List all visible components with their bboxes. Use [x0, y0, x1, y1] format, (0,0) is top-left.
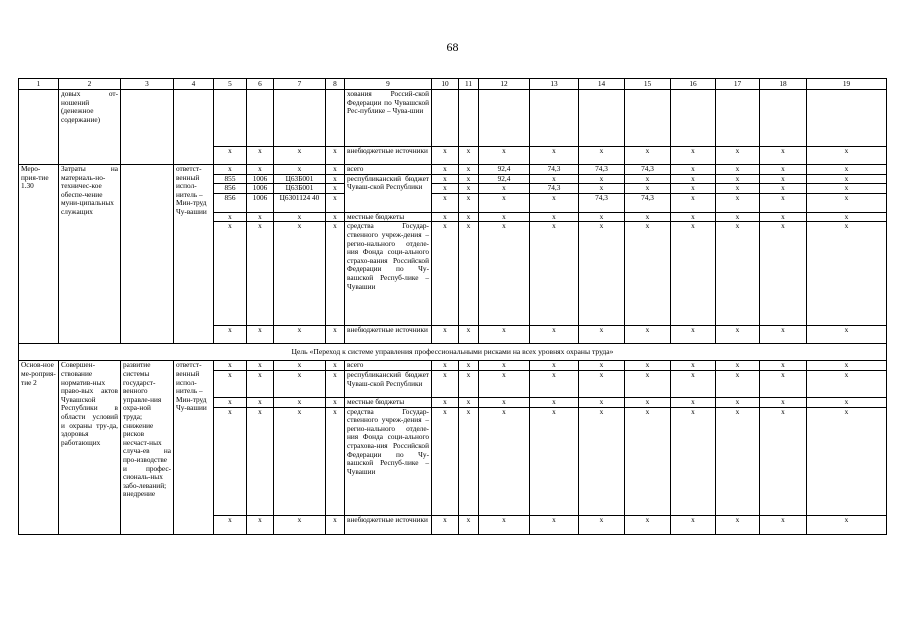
- col-header: 10: [432, 79, 459, 90]
- cell: x: [530, 361, 579, 371]
- cell: x: [214, 407, 247, 515]
- cell: x: [716, 165, 760, 175]
- cell: x: [274, 147, 326, 165]
- col-header: 8: [326, 79, 345, 90]
- cell: x: [807, 193, 887, 212]
- cell: x: [579, 222, 625, 326]
- cell: x: [760, 515, 807, 534]
- cell: x: [716, 407, 760, 515]
- cell: x: [326, 407, 345, 515]
- cell: x: [807, 397, 887, 407]
- cell-executor: ответст-венный испол-нитель – Мин-труд Чу-вашии: [174, 165, 214, 344]
- cell: x: [479, 212, 530, 222]
- cell: x: [716, 370, 760, 397]
- cell: x: [432, 165, 459, 175]
- col-header: 2: [59, 79, 121, 90]
- cell: x: [432, 407, 459, 515]
- cell: x: [459, 147, 479, 165]
- col-header: 16: [671, 79, 716, 90]
- cell: [274, 90, 326, 147]
- cell: x: [432, 174, 459, 184]
- cell: x: [625, 147, 671, 165]
- cell: x: [247, 212, 274, 222]
- col-header: 14: [579, 79, 625, 90]
- cell: x: [625, 174, 671, 184]
- cell: x: [807, 212, 887, 222]
- cell: [432, 90, 459, 147]
- col-header: 12: [479, 79, 530, 90]
- cell: x: [671, 397, 716, 407]
- budget-table: [18, 78, 887, 535]
- cell: x: [807, 407, 887, 515]
- cell: x: [479, 147, 530, 165]
- cell: x: [579, 515, 625, 534]
- cell: x: [274, 212, 326, 222]
- cell: x: [459, 174, 479, 184]
- cell: x: [671, 222, 716, 326]
- cell: x: [807, 184, 887, 194]
- cell: x: [625, 212, 671, 222]
- cell-event: Меро-прия-тие 1.30: [19, 165, 59, 344]
- cell-value: 92,4: [479, 165, 530, 175]
- header-row: [19, 79, 887, 90]
- cell: x: [326, 515, 345, 534]
- cell: x: [530, 397, 579, 407]
- cell: x: [716, 397, 760, 407]
- cell: x: [760, 397, 807, 407]
- cell: x: [479, 515, 530, 534]
- cell: [807, 90, 887, 147]
- cell: x: [671, 174, 716, 184]
- cell: [530, 90, 579, 147]
- cell: x: [530, 212, 579, 222]
- cell: x: [760, 193, 807, 212]
- cell-value: 74,3: [530, 184, 579, 194]
- cell: x: [671, 515, 716, 534]
- cell: x: [459, 361, 479, 371]
- cell: x: [479, 222, 530, 326]
- cell: x: [625, 515, 671, 534]
- cell-code: 856: [214, 184, 247, 194]
- cell: x: [760, 147, 807, 165]
- cell: x: [716, 326, 760, 344]
- cell: x: [326, 370, 345, 397]
- cell: x: [214, 370, 247, 397]
- col-header: 18: [760, 79, 807, 90]
- cell: [121, 165, 174, 344]
- cell-source: республиканский бюджет Чуваш-ской Республики: [345, 174, 432, 212]
- cell: x: [530, 370, 579, 397]
- cell: x: [274, 222, 326, 326]
- cell: x: [326, 397, 345, 407]
- col-header: 9: [345, 79, 432, 90]
- col-header: 17: [716, 79, 760, 90]
- cell-source: средства Государ-ственного учреж-дения – регио-нального отделе-ния Фонда соци-ального страхо-вания Российской Федерации по Чу-вашской Респуб-лике – Чувашии: [345, 222, 432, 326]
- cell: x: [326, 361, 345, 371]
- cell-value: 74,3: [579, 193, 625, 212]
- cell: x: [274, 165, 326, 175]
- cell: x: [459, 407, 479, 515]
- cell: [579, 90, 625, 147]
- cell-goal: развитие системы государст-венного управле-ния охра-ной труда; снижение рисков несчаст-ных случа-ев на про-изводстве и профес-сиональ-ных забо-леваний; внедрение: [121, 361, 174, 534]
- cell: x: [716, 222, 760, 326]
- cell: x: [625, 397, 671, 407]
- table-row: [19, 90, 887, 147]
- cell: x: [579, 397, 625, 407]
- cell: x: [479, 193, 530, 212]
- cell: x: [274, 370, 326, 397]
- cell-description: Затраты на материаль-но-техничес-кое обеспе-чение муни-ципальных служащих: [59, 165, 121, 344]
- cell: x: [432, 222, 459, 326]
- cell: x: [807, 361, 887, 371]
- cell: x: [459, 326, 479, 344]
- cell: x: [579, 361, 625, 371]
- cell: x: [326, 174, 345, 184]
- cell-source: местные бюджеты: [345, 397, 432, 407]
- cell: x: [432, 397, 459, 407]
- cell-code: Ц6301124 40: [274, 193, 326, 212]
- cell-value: 74,3: [579, 165, 625, 175]
- cell: x: [247, 147, 274, 165]
- cell: x: [530, 222, 579, 326]
- cell: x: [671, 407, 716, 515]
- cell: x: [716, 193, 760, 212]
- cell: x: [432, 147, 459, 165]
- cell: x: [459, 515, 479, 534]
- col-header: 6: [247, 79, 274, 90]
- cell: x: [579, 407, 625, 515]
- cell: x: [432, 212, 459, 222]
- cell: x: [459, 184, 479, 194]
- cell: x: [274, 407, 326, 515]
- cell: x: [760, 184, 807, 194]
- cell: x: [807, 326, 887, 344]
- cell: x: [214, 165, 247, 175]
- cell: [121, 90, 174, 165]
- cell-source: средства Государ-ственного учреж-дения – регио-нального отделе-ния Фонда соци-ального страхова-ния Российской Федерации по Чу-вашской Респуб-лике – Чувашии: [345, 407, 432, 515]
- cell-source: хования Россий-ской Федерации по Чувашской Рес-публике – Чува-шии: [345, 90, 432, 147]
- cell: x: [247, 222, 274, 326]
- col-header: 15: [625, 79, 671, 90]
- cell: x: [760, 174, 807, 184]
- cell: [625, 90, 671, 147]
- cell: x: [479, 184, 530, 194]
- cell: x: [530, 147, 579, 165]
- cell-code: 855: [214, 174, 247, 184]
- cell: x: [214, 212, 247, 222]
- cell: x: [326, 222, 345, 326]
- cell: x: [671, 361, 716, 371]
- cell: x: [432, 515, 459, 534]
- cell: x: [247, 515, 274, 534]
- cell: x: [214, 361, 247, 371]
- cell: x: [247, 407, 274, 515]
- cell: x: [716, 184, 760, 194]
- cell-source: внебюджетные источники: [345, 515, 432, 534]
- cell: x: [807, 165, 887, 175]
- cell: x: [479, 326, 530, 344]
- cell: x: [326, 326, 345, 344]
- cell: x: [760, 212, 807, 222]
- col-header: 1: [19, 79, 59, 90]
- cell-code: Ц63Б001: [274, 174, 326, 184]
- cell: x: [625, 326, 671, 344]
- cell: x: [716, 515, 760, 534]
- cell: x: [479, 370, 530, 397]
- cell: x: [579, 174, 625, 184]
- cell-value: 74,3: [625, 193, 671, 212]
- cell: x: [326, 147, 345, 165]
- cell: x: [247, 361, 274, 371]
- cell: [326, 90, 345, 147]
- cell: x: [459, 370, 479, 397]
- cell: [247, 90, 274, 147]
- cell-source: внебюджетные источники: [345, 147, 432, 165]
- cell: x: [274, 361, 326, 371]
- cell: x: [807, 515, 887, 534]
- cell: x: [579, 212, 625, 222]
- cell: x: [625, 361, 671, 371]
- cell-source: республиканский бюджет Чуваш-ской Республики: [345, 370, 432, 397]
- cell: x: [625, 184, 671, 194]
- cell: x: [716, 212, 760, 222]
- cell: x: [214, 147, 247, 165]
- cell: [479, 90, 530, 147]
- cell: x: [326, 184, 345, 194]
- cell: x: [432, 193, 459, 212]
- col-header: 13: [530, 79, 579, 90]
- cell: x: [807, 174, 887, 184]
- cell: [760, 90, 807, 147]
- cell: x: [530, 515, 579, 534]
- cell: x: [671, 326, 716, 344]
- cell-code: Ц63Б001: [274, 184, 326, 194]
- cell-code: 1006: [247, 174, 274, 184]
- cell: x: [716, 147, 760, 165]
- table-row: [19, 165, 887, 175]
- cell: x: [807, 370, 887, 397]
- cell: x: [530, 193, 579, 212]
- cell: x: [579, 184, 625, 194]
- cell: x: [214, 222, 247, 326]
- cell: x: [716, 361, 760, 371]
- cell: [459, 90, 479, 147]
- cell: x: [671, 370, 716, 397]
- cell: x: [760, 361, 807, 371]
- cell: x: [530, 326, 579, 344]
- cell: x: [326, 212, 345, 222]
- cell: [214, 90, 247, 147]
- cell: x: [326, 193, 345, 212]
- cell-source: местные бюджеты: [345, 212, 432, 222]
- col-header: 11: [459, 79, 479, 90]
- cell: x: [479, 397, 530, 407]
- cell: x: [459, 397, 479, 407]
- cell: x: [247, 165, 274, 175]
- cell-event: Основ-ное ме-роприя-тие 2: [19, 361, 59, 534]
- cell-source: внебюджетные источники: [345, 326, 432, 344]
- cell: x: [760, 326, 807, 344]
- goal-row: [19, 344, 887, 361]
- goal-heading: Цель «Переход к системе управления профессиональными рисками на всех уровнях охраны труда»: [19, 344, 887, 361]
- cell: x: [671, 184, 716, 194]
- cell: x: [671, 212, 716, 222]
- cell: x: [459, 165, 479, 175]
- col-header: 19: [807, 79, 887, 90]
- cell: x: [716, 174, 760, 184]
- cell-description: довых от-ношений (денежное содержание): [59, 90, 121, 165]
- cell: x: [579, 326, 625, 344]
- cell: x: [274, 397, 326, 407]
- cell: x: [247, 370, 274, 397]
- cell-code: 856: [214, 193, 247, 212]
- cell: x: [247, 397, 274, 407]
- cell: x: [760, 165, 807, 175]
- cell: [19, 90, 59, 165]
- cell: x: [625, 370, 671, 397]
- page-number: 68: [446, 40, 459, 54]
- cell: x: [807, 222, 887, 326]
- cell: x: [432, 184, 459, 194]
- cell: [716, 90, 760, 147]
- cell-description: Совершен-ствование норматив-ных право-вых актов Чувашской Республики в области условий и охраны тру-да, здоровья работающих: [59, 361, 121, 534]
- cell: x: [459, 212, 479, 222]
- table-row: [19, 361, 887, 371]
- cell: x: [274, 326, 326, 344]
- col-header: 7: [274, 79, 326, 90]
- cell-code: 1006: [247, 184, 274, 194]
- cell: x: [579, 370, 625, 397]
- cell: x: [530, 407, 579, 515]
- cell: x: [530, 174, 579, 184]
- cell: x: [432, 326, 459, 344]
- cell: x: [459, 222, 479, 326]
- cell-value: 74,3: [625, 165, 671, 175]
- cell-value: 74,3: [530, 165, 579, 175]
- cell-source: всего: [345, 361, 432, 371]
- cell: x: [760, 222, 807, 326]
- col-header: 3: [121, 79, 174, 90]
- cell: x: [625, 407, 671, 515]
- cell-code: 1006: [247, 193, 274, 212]
- cell: x: [479, 407, 530, 515]
- cell-source: всего: [345, 165, 432, 175]
- cell: x: [671, 147, 716, 165]
- cell: x: [807, 147, 887, 165]
- cell: x: [214, 515, 247, 534]
- cell: x: [214, 326, 247, 344]
- cell-value: 92,4: [479, 174, 530, 184]
- cell: x: [326, 165, 345, 175]
- col-header: 4: [174, 79, 214, 90]
- cell: x: [214, 397, 247, 407]
- cell: x: [459, 193, 479, 212]
- cell: x: [760, 370, 807, 397]
- cell-executor: ответст-венный испол-нитель – Мин-труд Чу-вашии: [174, 361, 214, 534]
- cell: x: [274, 515, 326, 534]
- cell: x: [247, 326, 274, 344]
- cell: x: [671, 165, 716, 175]
- cell: [174, 90, 214, 165]
- cell: x: [671, 193, 716, 212]
- cell: x: [432, 370, 459, 397]
- cell: [671, 90, 716, 147]
- cell: x: [432, 361, 459, 371]
- col-header: 5: [214, 79, 247, 90]
- cell: x: [760, 407, 807, 515]
- cell: x: [579, 147, 625, 165]
- cell: x: [479, 361, 530, 371]
- cell: x: [625, 222, 671, 326]
